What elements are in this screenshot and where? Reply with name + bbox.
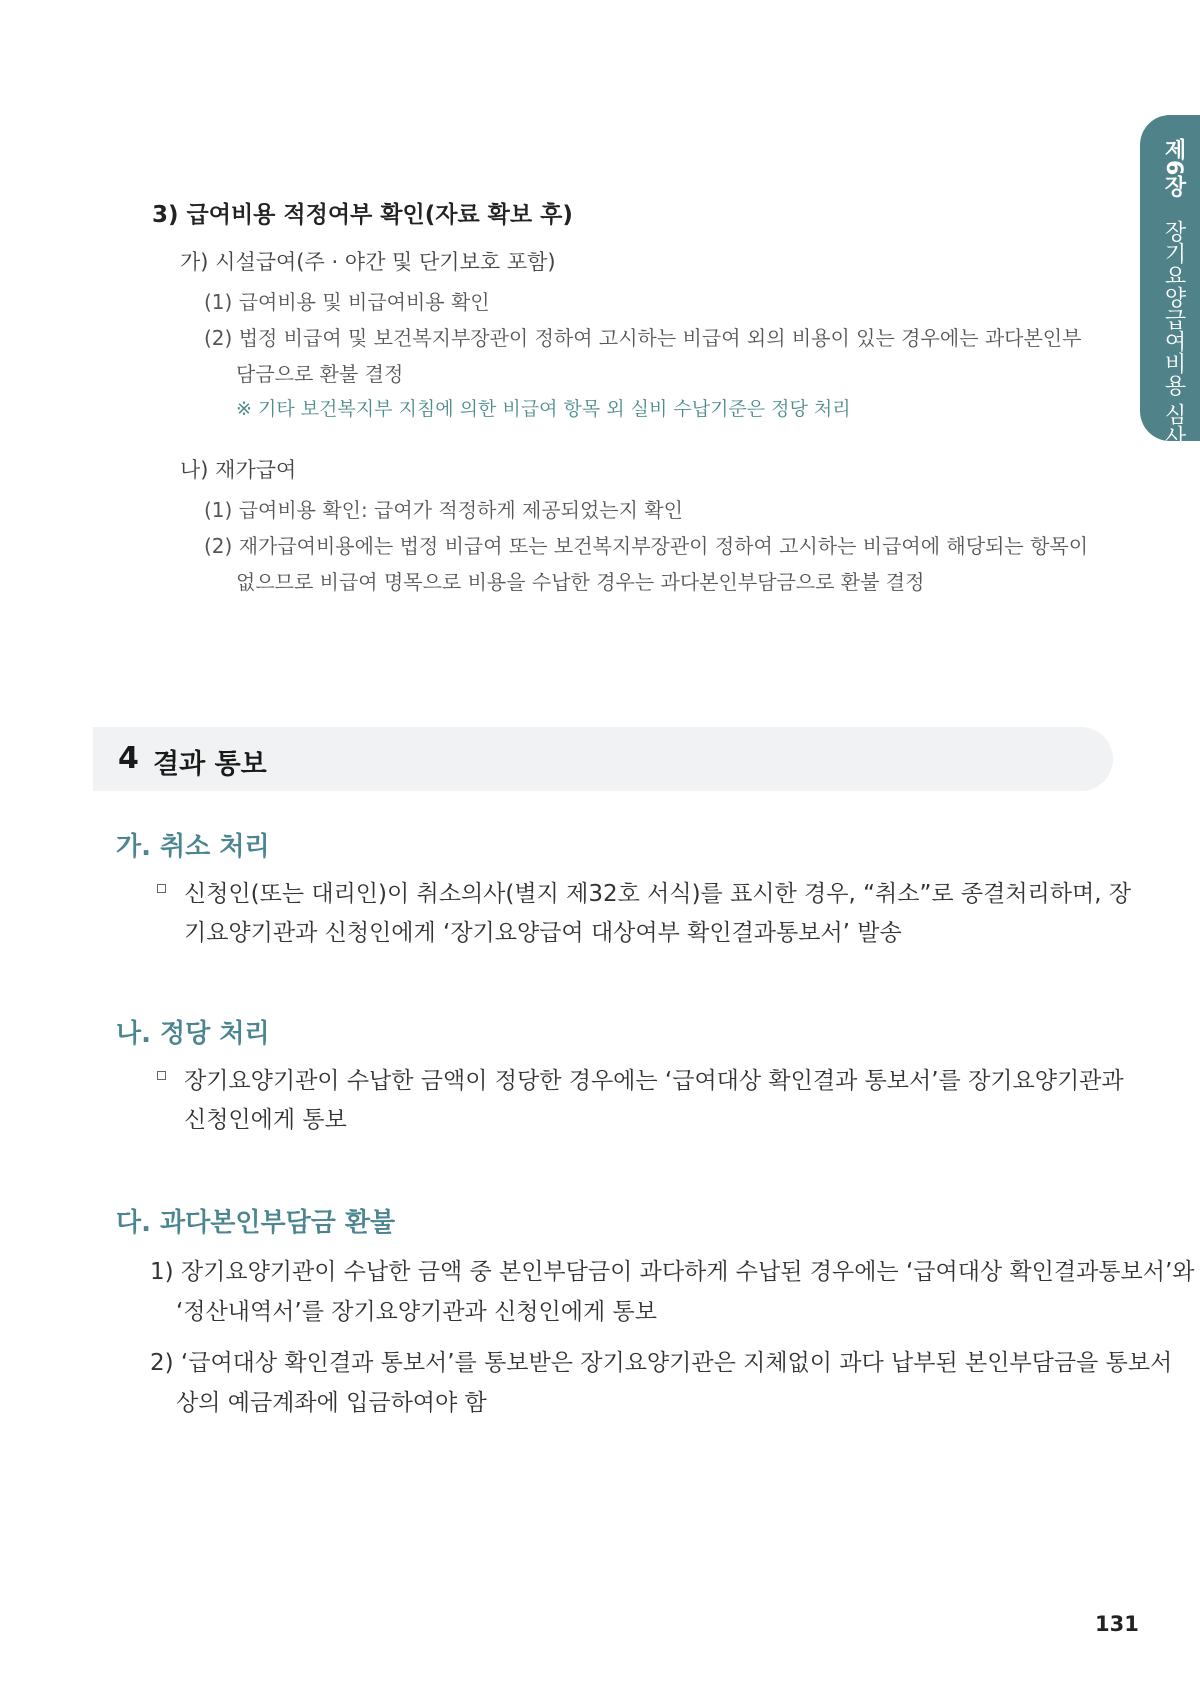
cancel-line-2: 기요양기관과 신청인에게 ‘장기요양급여 대상여부 확인결과통보서’ 발송 <box>184 920 902 946</box>
valid-line-2: 신청인에게 통보 <box>184 1107 347 1133</box>
refund-heading: 다. 과다본인부담금 환불 <box>116 1208 396 1238</box>
square-bullet-icon <box>157 1071 166 1080</box>
refund-item-2-line-2: 상의 예금계좌에 입금하여야 함 <box>176 1390 487 1416</box>
na-item-2-line-2: 없으므로 비급여 명목으로 비용을 수납한 경우는 과다본인부담금으로 환불 결정 <box>236 570 925 594</box>
chapter-side-tab-text <box>1158 138 1189 447</box>
page-number: 131 <box>1095 1612 1139 1636</box>
na-title: 나) 재가급여 <box>180 458 297 482</box>
valid-heading: 나. 정당 처리 <box>116 1019 270 1049</box>
section-number: 4 <box>118 741 139 776</box>
ga-item-1: (1) 급여비용 및 비급여비용 확인 <box>204 290 490 314</box>
refund-item-2-line-1: 2) ‘급여대상 확인결과 통보서’를 통보받은 장기요양기관은 지체없이 과다 납부된 본인부담금을 통보서 <box>150 1350 1173 1376</box>
cancel-heading: 가. 취소 처리 <box>116 832 270 862</box>
subsection-heading: 3) 급여비용 적정여부 확인(자료 확보 후) <box>152 202 573 228</box>
ga-note: ※ 기타 보건복지부 지침에 의한 비급여 항목 외 실비 수납기준은 정당 처리 <box>236 398 851 420</box>
section-title: 결과 통보 <box>153 749 267 780</box>
ga-item-2-line-1: (2) 법정 비급여 및 보건복지부장관이 정하여 고시하는 비급여 외의 비용이 있는 경우에는 과다본인부 <box>204 326 1082 350</box>
valid-line-1: 장기요양기관이 수납한 금액이 정당한 경우에는 ‘급여대상 확인결과 통보서’를 장기요양기관과 <box>184 1068 1124 1094</box>
section-header-bar <box>93 727 1113 791</box>
cancel-line-1: 신청인(또는 대리인)이 취소의사(별지 제32호 서식)를 표시한 경우, “취소”로 종결처리하며, 장 <box>184 881 1132 907</box>
ga-item-2-line-2: 담금으로 환불 결정 <box>236 362 404 386</box>
ga-title: 가) 시설급여(주 · 야간 및 단기보호 포함) <box>180 250 556 274</box>
na-item-2-line-1: (2) 재가급여비용에는 법정 비급여 또는 보건복지부장관이 정하여 고시하는 비급여에 해당되는 항목이 <box>204 534 1089 558</box>
chapter-number: 제6장 <box>1161 138 1186 198</box>
refund-item-1-line-2: ‘정산내역서’를 장기요양기관과 신청인에게 통보 <box>176 1299 657 1325</box>
refund-item-1-line-1: 1) 장기요양기관이 수납한 금액 중 본인부담금이 과다하게 수납된 경우에는 ‘급여대상 확인결과통보서’와 <box>150 1259 1195 1285</box>
chapter-title: 장기요양급여비용 심사 <box>1161 220 1186 448</box>
square-bullet-icon <box>157 884 166 893</box>
na-item-1: (1) 급여비용 확인: 급여가 적정하게 제공되었는지 확인 <box>204 498 683 522</box>
